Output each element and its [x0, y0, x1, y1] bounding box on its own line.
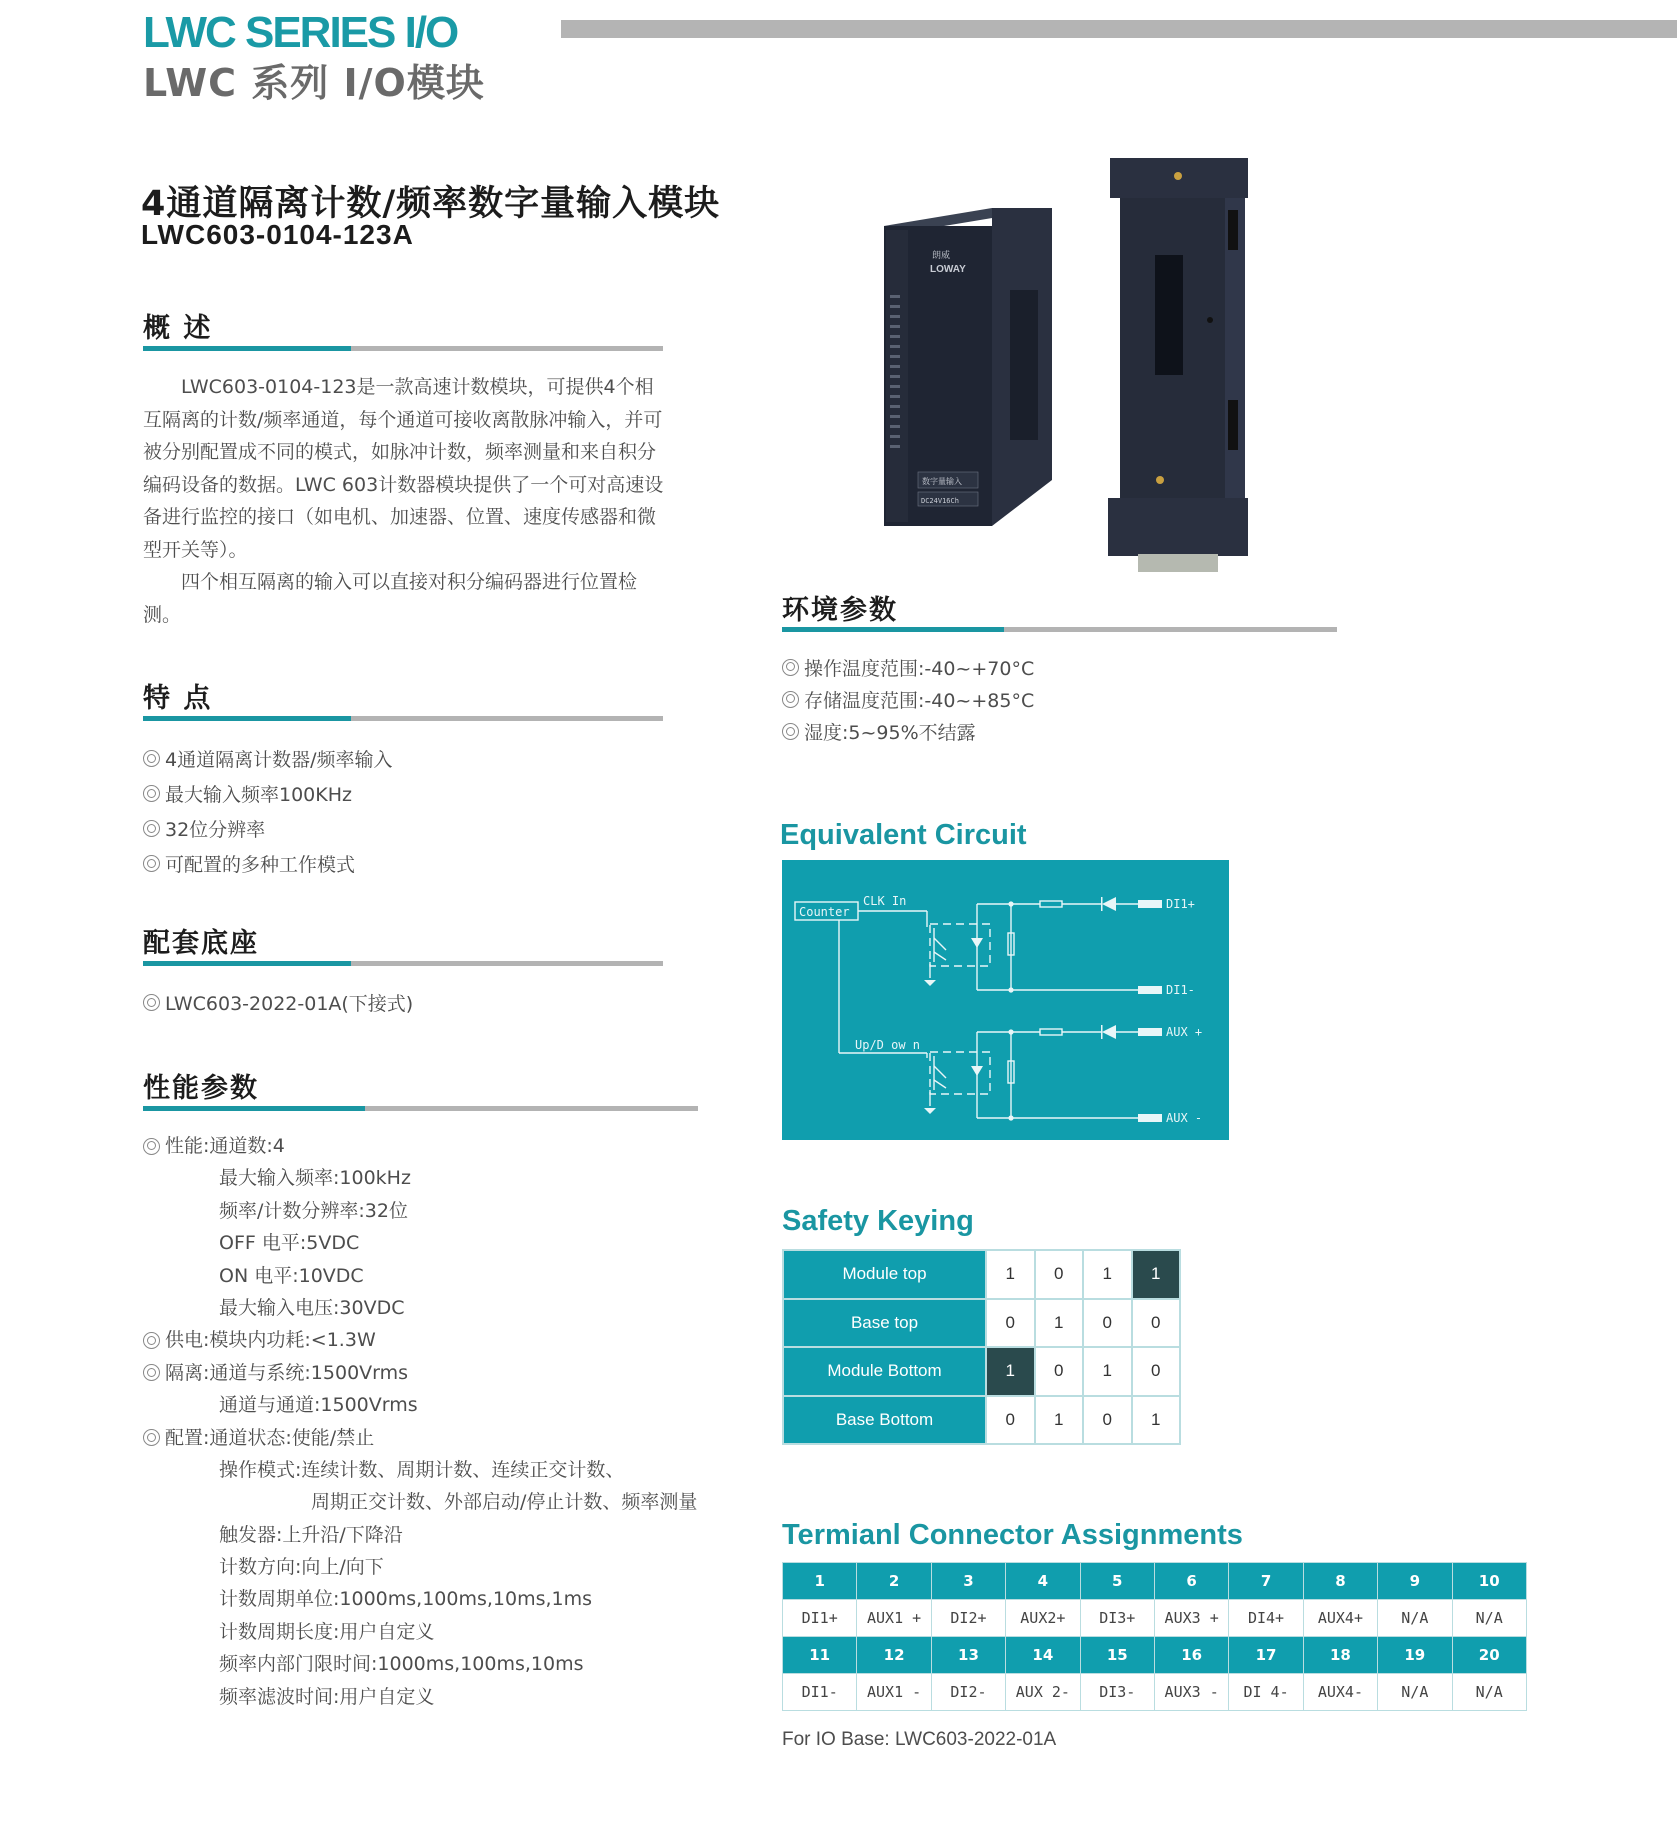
keying-cell: 1 — [986, 1250, 1035, 1299]
spec-text: 隔离:通道与系统:1500Vrms — [165, 1361, 409, 1384]
keying-row — [783, 1347, 1180, 1396]
pin-number: 15 — [1080, 1637, 1154, 1674]
keying-row-label: Base Bottom — [783, 1396, 986, 1445]
spec-line — [143, 1681, 697, 1713]
keying-row — [783, 1250, 1180, 1299]
specs-heading: 性能参数 — [143, 1073, 259, 1104]
spec-text: 计数周期单位:1000ms,100ms,10ms,1ms — [219, 1588, 593, 1611]
double-circle-bullet-icon — [143, 1332, 160, 1349]
double-circle-bullet-icon — [143, 994, 160, 1011]
spec-line — [143, 1357, 697, 1389]
pin-signal: AUX3 + — [1154, 1600, 1228, 1637]
keying-cell: 1 — [1132, 1250, 1181, 1299]
terminal-pin-number-row — [783, 1563, 1527, 1600]
features-list — [143, 741, 393, 881]
spec-text: 频率/计数分辨率:32位 — [219, 1199, 408, 1222]
feature-text: 32位分辨率 — [165, 819, 266, 841]
pin-signal: AUX 2- — [1006, 1674, 1080, 1711]
double-circle-bullet-icon — [143, 1138, 160, 1155]
spec-text: 周期正交计数、外部启动/停止计数、频率测量 — [311, 1491, 698, 1514]
pin-number: 9 — [1378, 1563, 1452, 1600]
overview-rule — [143, 346, 663, 351]
spec-text: 最大输入电压:30VDC — [219, 1296, 405, 1319]
safety-keying-table — [782, 1249, 1181, 1445]
spec-line — [143, 1389, 697, 1421]
overview-paragraph-2: 四个相互隔离的输入可以直接对积分编码器进行位置检测。 — [143, 571, 638, 626]
circuit-title: Equivalent Circuit — [780, 819, 1027, 851]
spec-text: 触发器:上升沿/下降沿 — [219, 1523, 403, 1546]
pin-number: 12 — [857, 1637, 931, 1674]
svg-text:Up/D ow n: Up/D ow n — [855, 1038, 921, 1052]
spec-text: 频率滤波时间:用户自定义 — [219, 1685, 435, 1708]
pin-number: 19 — [1378, 1637, 1452, 1674]
pin-number: 2 — [857, 1563, 931, 1600]
pin-signal: AUX4- — [1303, 1674, 1377, 1711]
pin-signal: DI3- — [1080, 1674, 1154, 1711]
pin-signal: DI2- — [931, 1674, 1005, 1711]
svg-text:Counter: Counter — [799, 905, 850, 919]
pin-number: 5 — [1080, 1563, 1154, 1600]
svg-text:数字量输入: 数字量输入 — [922, 477, 962, 486]
spec-text: ON 电平:10VDC — [219, 1264, 364, 1287]
header-gray-bar — [561, 20, 1677, 38]
spec-text: 计数周期长度:用户自定义 — [219, 1620, 435, 1643]
specs-list — [143, 1130, 697, 1713]
features-rule — [143, 716, 663, 721]
spec-line — [143, 1292, 697, 1324]
pin-number: 6 — [1154, 1563, 1228, 1600]
svg-text:CLK In: CLK In — [863, 894, 907, 908]
spec-text: 供电:模块内功耗:<1.3W — [165, 1329, 376, 1352]
keying-title: Safety Keying — [782, 1205, 974, 1237]
pin-number: 1 — [783, 1563, 857, 1600]
keying-cell: 0 — [986, 1396, 1035, 1445]
pin-number: 17 — [1229, 1637, 1303, 1674]
feature-item — [143, 776, 393, 811]
pin-number: 20 — [1452, 1637, 1526, 1674]
pin-signal: N/A — [1452, 1674, 1526, 1711]
product-model-number: LWC603-0104-123A — [141, 219, 414, 250]
equivalent-circuit-diagram — [782, 860, 1229, 1140]
spec-line — [143, 1260, 697, 1292]
svg-text:LOWAY: LOWAY — [930, 264, 966, 275]
double-circle-bullet-icon — [143, 785, 160, 802]
environment-text: 存储温度范围:-40~+85°C — [804, 689, 1035, 712]
keying-cell: 0 — [1083, 1396, 1132, 1445]
spec-text: 通道与通道:1500Vrms — [219, 1394, 418, 1417]
environment-rule — [782, 627, 1337, 632]
spec-line — [143, 1324, 697, 1356]
pin-number: 13 — [931, 1637, 1005, 1674]
pin-signal: DI1+ — [783, 1600, 857, 1637]
double-circle-bullet-icon — [143, 820, 160, 837]
keying-row-label: Module Bottom — [783, 1347, 986, 1396]
specs-rule — [143, 1106, 698, 1111]
feature-text: 4通道隔离计数器/频率输入 — [165, 749, 393, 771]
pin-signal: AUX1 + — [857, 1600, 931, 1637]
spec-text: 计数方向:向上/向下 — [219, 1556, 384, 1579]
series-title-cn: LWC 系列 I/O模块 — [143, 61, 485, 105]
double-circle-bullet-icon — [782, 691, 799, 708]
base-heading: 配套底座 — [143, 928, 259, 959]
base-list — [143, 985, 413, 1020]
environment-item — [782, 651, 1034, 683]
spec-line — [143, 1648, 697, 1680]
pin-signal: AUX1 - — [857, 1674, 931, 1711]
spec-line — [143, 1486, 697, 1518]
pin-number: 8 — [1303, 1563, 1377, 1600]
pin-signal: DI4+ — [1229, 1600, 1303, 1637]
keying-row-label: Module top — [783, 1250, 986, 1299]
spec-text: OFF 电平:5VDC — [219, 1232, 360, 1255]
spec-text: 性能:通道数:4 — [165, 1135, 285, 1157]
terminal-title: Termianl Connector Assignments — [782, 1519, 1243, 1551]
double-circle-bullet-icon — [143, 1429, 160, 1446]
pin-signal: AUX2+ — [1006, 1600, 1080, 1637]
pin-signal: N/A — [1452, 1600, 1526, 1637]
environment-list — [782, 651, 1034, 748]
double-circle-bullet-icon — [782, 659, 799, 676]
pin-number: 3 — [931, 1563, 1005, 1600]
keying-row-label: Base top — [783, 1299, 986, 1348]
spec-line — [143, 1162, 697, 1194]
overview-text — [143, 371, 671, 631]
keying-cell: 1 — [1035, 1396, 1084, 1445]
features-heading: 特 点 — [143, 683, 213, 714]
pin-signal: DI 4- — [1229, 1674, 1303, 1711]
double-circle-bullet-icon — [143, 1364, 160, 1381]
terminal-connector-table — [782, 1562, 1527, 1711]
double-circle-bullet-icon — [782, 723, 799, 740]
pin-number: 18 — [1303, 1637, 1377, 1674]
terminal-signal-row — [783, 1600, 1527, 1637]
keying-cell: 0 — [1035, 1347, 1084, 1396]
double-circle-bullet-icon — [143, 750, 160, 767]
spec-text: 配置:通道状态:使能/禁止 — [165, 1426, 375, 1449]
pin-number: 11 — [783, 1637, 857, 1674]
pin-number: 10 — [1452, 1563, 1526, 1600]
spec-line — [143, 1195, 697, 1227]
double-circle-bullet-icon — [143, 855, 160, 872]
series-title-en: LWC SERIES I/O — [143, 8, 458, 57]
spec-line — [143, 1616, 697, 1648]
spec-text: 操作模式:连续计数、周期计数、连续正交计数、 — [219, 1458, 625, 1481]
keying-cell: 0 — [986, 1299, 1035, 1348]
svg-text:DI1+: DI1+ — [1166, 897, 1195, 911]
spec-line — [143, 1422, 697, 1454]
spec-line — [143, 1130, 697, 1162]
keying-cell: 0 — [1035, 1250, 1084, 1299]
product-photos — [880, 150, 1260, 575]
spec-line — [143, 1551, 697, 1583]
pin-signal: DI2+ — [931, 1600, 1005, 1637]
circuit-schematic — [782, 860, 1229, 1140]
spec-text: 最大输入频率:100kHz — [219, 1167, 411, 1190]
feature-item — [143, 811, 393, 846]
svg-text:朗威: 朗威 — [932, 251, 951, 261]
terminal-pin-number-row — [783, 1637, 1527, 1674]
keying-cell: 0 — [1083, 1299, 1132, 1348]
terminal-footnote: For IO Base: LWC603-2022-01A — [782, 1729, 1057, 1750]
keying-cell: 1 — [1083, 1347, 1132, 1396]
pin-signal: DI3+ — [1080, 1600, 1154, 1637]
product-title: 4通道隔离计数/频率数字量输入模块 — [141, 184, 721, 224]
base-item — [143, 985, 413, 1020]
keying-cell: 0 — [1132, 1347, 1181, 1396]
spec-line — [143, 1519, 697, 1551]
keying-row — [783, 1299, 1180, 1348]
feature-text: 最大输入频率100KHz — [165, 784, 352, 806]
keying-cell: 1 — [986, 1347, 1035, 1396]
pin-number: 16 — [1154, 1637, 1228, 1674]
spec-line — [143, 1227, 697, 1259]
keying-cell: 1 — [1132, 1396, 1181, 1445]
spec-line — [143, 1583, 697, 1615]
base-text: LWC603-2022-01A(下接式) — [165, 993, 414, 1015]
spec-line — [143, 1454, 697, 1486]
pin-number: 4 — [1006, 1563, 1080, 1600]
base-rule — [143, 961, 663, 966]
feature-text: 可配置的多种工作模式 — [165, 854, 356, 876]
svg-text:DI1-: DI1- — [1166, 983, 1195, 997]
feature-item — [143, 846, 393, 881]
pin-signal: N/A — [1378, 1674, 1452, 1711]
terminal-signal-row — [783, 1674, 1527, 1711]
pin-signal: N/A — [1378, 1600, 1452, 1637]
pin-signal: DI1- — [783, 1674, 857, 1711]
environment-text: 湿度:5~95%不结露 — [804, 722, 976, 745]
keying-row — [783, 1396, 1180, 1445]
overview-paragraph-1: LWC603-0104-123是一款高速计数模块，可提供4个相互隔离的计数/频率通道，每个通道可接收离散脉冲输入，并可被分别配置成不同的模式，如脉冲计数，频率测量和来自积分编码设备的数据。LWC 603计数器模块提供了一个可对高速设备进行监控的接口（如电机、加速器、位置、速度传感器和微型开关等）。 — [143, 376, 664, 561]
keying-cell: 1 — [1083, 1250, 1132, 1299]
environment-heading: 环境参数 — [782, 595, 898, 626]
feature-item — [143, 741, 393, 776]
pin-signal: AUX3 - — [1154, 1674, 1228, 1711]
pin-number: 14 — [1006, 1637, 1080, 1674]
keying-cell: 0 — [1132, 1299, 1181, 1348]
keying-cell: 1 — [1035, 1299, 1084, 1348]
environment-item — [782, 716, 1034, 748]
spec-text: 频率内部门限时间:1000ms,100ms,10ms — [219, 1653, 584, 1676]
environment-item — [782, 683, 1034, 715]
product-photo-image — [880, 150, 1260, 575]
svg-text:AUX +: AUX + — [1166, 1025, 1203, 1039]
overview-heading: 概 述 — [143, 313, 213, 344]
svg-text:DC24V16Ch: DC24V16Ch — [921, 497, 959, 505]
environment-text: 操作温度范围:-40~+70°C — [804, 657, 1035, 680]
pin-signal: AUX4+ — [1303, 1600, 1377, 1637]
pin-number: 7 — [1229, 1563, 1303, 1600]
svg-text:AUX -: AUX - — [1166, 1111, 1203, 1125]
